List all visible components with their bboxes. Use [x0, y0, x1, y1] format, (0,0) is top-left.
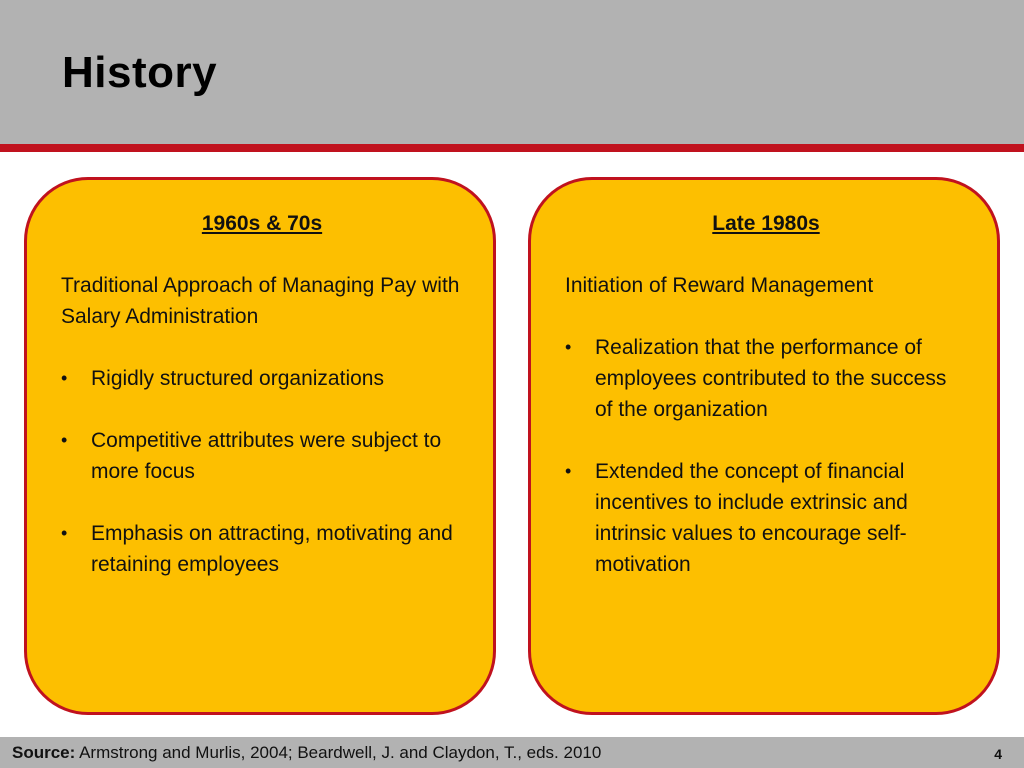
panel-era-heading: Late 1980s — [712, 212, 820, 235]
bullet-icon: • — [565, 337, 572, 357]
panel-subtitle: Traditional Approach of Managing Pay with Salary Administration — [61, 274, 460, 328]
bullet-text: Competitive attributes were subject to more focus — [91, 429, 442, 483]
source-text: Armstrong and Murlis, 2004; Beardwell, J. and Claydon, T., eds. 2010 — [75, 743, 602, 762]
panel-late-1980s — [528, 177, 1000, 715]
bullet-icon: • — [61, 430, 68, 450]
source-label: Source: — [12, 743, 76, 762]
bullet-item — [565, 456, 967, 580]
bullet-text: Emphasis on attracting, motivating and retaining employees — [91, 522, 453, 576]
bullet-text: Realization that the performance of employees contributed to the success of the organization — [595, 336, 947, 421]
bullet-text: Rigidly structured organizations — [91, 367, 384, 390]
bullet-text: Extended the concept of financial incentives to include extrinsic and intrinsic values to encourage self-motivation — [595, 460, 908, 576]
bullet-icon: • — [61, 368, 68, 388]
bullet-list — [61, 363, 463, 580]
bullet-icon: • — [565, 461, 572, 481]
accent-rule — [0, 144, 1024, 152]
footer-bar — [0, 737, 1024, 768]
bullet-item — [61, 518, 463, 580]
panel-1960s-70s — [24, 177, 496, 715]
bullet-item — [565, 332, 967, 425]
page-number: 4 — [994, 746, 1002, 762]
bullet-item — [61, 425, 463, 487]
bullet-list — [565, 332, 967, 580]
bullet-icon: • — [61, 523, 68, 543]
panel-era-heading: 1960s & 70s — [201, 212, 323, 235]
source-citation — [12, 743, 601, 763]
panel-subtitle: Initiation of Reward Management — [565, 274, 874, 297]
slide-title: History — [62, 48, 218, 97]
header-bar — [0, 0, 1024, 144]
bullet-item — [61, 363, 463, 394]
